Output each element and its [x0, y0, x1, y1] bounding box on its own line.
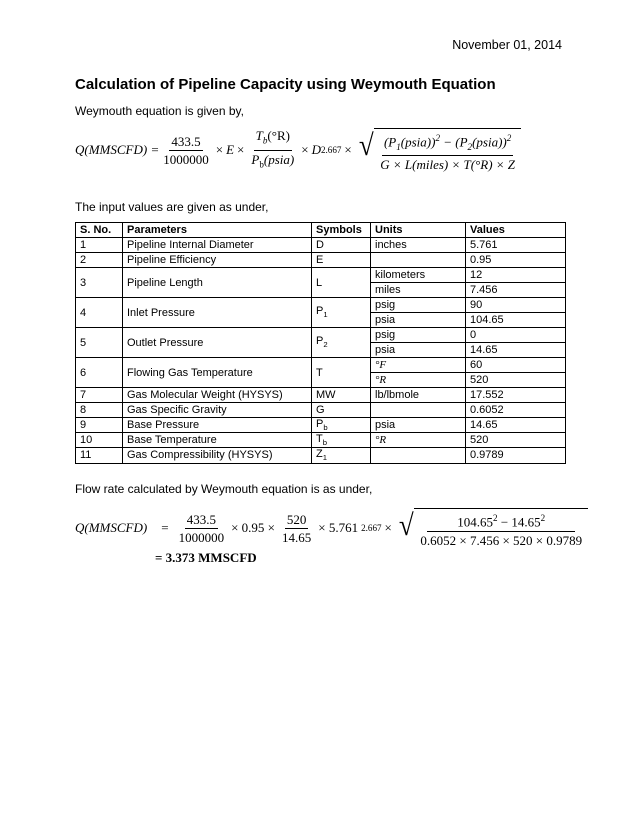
equation-lhs: Q(MMSCFD) =: [75, 142, 160, 157]
cell-parameter: Pipeline Efficiency: [123, 253, 312, 268]
cell-parameter: Gas Specific Gravity: [123, 403, 312, 418]
input-values-table: [75, 222, 566, 464]
result-lhs: Q(MMSCFD): [75, 520, 148, 535]
cell-symbol: $Z_1$: [312, 448, 371, 463]
header-parameters: Parameters: [123, 223, 312, 238]
cell-unit: [371, 253, 466, 268]
cell-symbol: T: [312, 358, 371, 388]
cell-parameter: Outlet Pressure: [123, 328, 312, 358]
cell-sno: 4: [76, 298, 123, 328]
cell-parameter: Base Temperature: [123, 433, 312, 448]
table-row: [76, 268, 566, 283]
cell-parameter: Base Pressure: [123, 418, 312, 433]
cell-value: 104.65: [466, 313, 566, 328]
cell-value: 14.65: [466, 418, 566, 433]
cell-value: 17.552: [466, 388, 566, 403]
cell-unit: psia: [371, 418, 466, 433]
constant-fraction: $\frac{433.5}{1000000}$: [163, 133, 209, 167]
table-row: [76, 328, 566, 343]
square-root: √ $\frac{(P_1(psia))^2 - (P_2(psia))^2}{\text{G × L(miles) × T(°R) × Z}}$: [358, 128, 521, 173]
cell-symbol: $P_b$: [312, 418, 371, 433]
header-values: Values: [466, 223, 566, 238]
cell-unit: psia: [371, 343, 466, 358]
cell-parameter: Gas Molecular Weight (HYSYS): [123, 388, 312, 403]
cell-value: 0: [466, 328, 566, 343]
cell-symbol: G: [312, 403, 371, 418]
cell-value: 90: [466, 298, 566, 313]
cell-value: 5.761: [466, 238, 566, 253]
cell-parameter: Flowing Gas Temperature: [123, 358, 312, 388]
cell-unit: [371, 403, 466, 418]
cell-unit: psig: [371, 298, 466, 313]
table-row: [76, 253, 566, 268]
cell-unit: [371, 448, 466, 463]
cell-sno: 3: [76, 268, 123, 298]
header-sno: S. No.: [76, 223, 123, 238]
cell-value: 0.9789: [466, 448, 566, 463]
cell-value: 520: [466, 373, 566, 388]
cell-sno: 10: [76, 433, 123, 448]
cell-value: 7.456: [466, 283, 566, 298]
cell-sno: 9: [76, 418, 123, 433]
header-units: Units: [371, 223, 466, 238]
table-row: [76, 388, 566, 403]
cell-value: 520: [466, 433, 566, 448]
cell-unit: psia: [371, 313, 466, 328]
flow-rate-calculation: Q(MMSCFD) = $\frac{433.5}{1000000}$ × 0.95 × $\frac{520}{14.65}$ × 5.761 2.667 × √ $\frac{104.65^2 - 14.65^2}{0.6052 \times 7.456 \times 520 \times 0.9789}$ = 3.373 MMSCFD: [75, 508, 588, 566]
table-row: [76, 358, 566, 373]
table-header-row: [76, 223, 566, 238]
cell-sno: 2: [76, 253, 123, 268]
cell-symbol: L: [312, 268, 371, 298]
table-row: [76, 448, 566, 463]
cell-sno: 8: [76, 403, 123, 418]
cell-unit: psig: [371, 328, 466, 343]
table-row: [76, 418, 566, 433]
cell-value: 60: [466, 358, 566, 373]
cell-value: 12: [466, 268, 566, 283]
table-body: [76, 238, 566, 464]
cell-symbol: MW: [312, 388, 371, 403]
cell-unit: °R: [371, 373, 466, 388]
document-title: Calculation of Pipeline Capacity using Weymouth Equation: [75, 76, 496, 93]
cell-unit: °F: [371, 358, 466, 373]
result-answer: = 3.373 MMSCFD: [155, 550, 257, 565]
cell-unit: °R: [371, 433, 466, 448]
cell-symbol: $T_b$: [312, 433, 371, 448]
cell-unit: lb/lbmole: [371, 388, 466, 403]
cell-unit: inches: [371, 238, 466, 253]
cell-unit: kilometers: [371, 268, 466, 283]
intro-text: Weymouth equation is given by,: [75, 104, 244, 118]
cell-sno: 6: [76, 358, 123, 388]
radical-sign-icon: √: [358, 128, 374, 162]
table-row: [76, 433, 566, 448]
cell-value: 14.65: [466, 343, 566, 358]
cell-sno: 1: [76, 238, 123, 253]
table-row: [76, 298, 566, 313]
cell-value: 0.6052: [466, 403, 566, 418]
temperature-pressure-fraction: $\frac{T_b(^\circ R)}{P_b(psia)}$: [251, 127, 295, 170]
cell-symbol: E: [312, 253, 371, 268]
cell-sno: 7: [76, 388, 123, 403]
cell-parameter: Gas Compressibility (HYSYS): [123, 448, 312, 463]
cell-parameter: Pipeline Internal Diameter: [123, 238, 312, 253]
radical-sign-icon: √: [398, 509, 414, 543]
cell-sno: 5: [76, 328, 123, 358]
flow-intro-text: Flow rate calculated by Weymouth equation is as under,: [75, 482, 373, 496]
input-intro-text: The input values are given as under,: [75, 200, 269, 214]
weymouth-equation: Q(MMSCFD) = $\frac{433.5}{1000000}$ × E × $\frac{T_b(^\circ R)}{P_b(psia)}$ × D 2.667 × √ $\frac{(P_1(psia))^2 - (P_2(psia))^2}{\text{G × L(miles) × T(°R) × Z}}$: [75, 130, 521, 170]
table-row: [76, 238, 566, 253]
cell-value: 0.95: [466, 253, 566, 268]
cell-parameter: Pipeline Length: [123, 268, 312, 298]
cell-symbol: $P_1$: [312, 298, 371, 328]
cell-sno: 11: [76, 448, 123, 463]
header-symbols: Symbols: [312, 223, 371, 238]
cell-parameter: Inlet Pressure: [123, 298, 312, 328]
table-row: [76, 403, 566, 418]
cell-unit: miles: [371, 283, 466, 298]
document-date: November 01, 2014: [452, 38, 562, 52]
cell-symbol: D: [312, 238, 371, 253]
cell-symbol: $P_2$: [312, 328, 371, 358]
